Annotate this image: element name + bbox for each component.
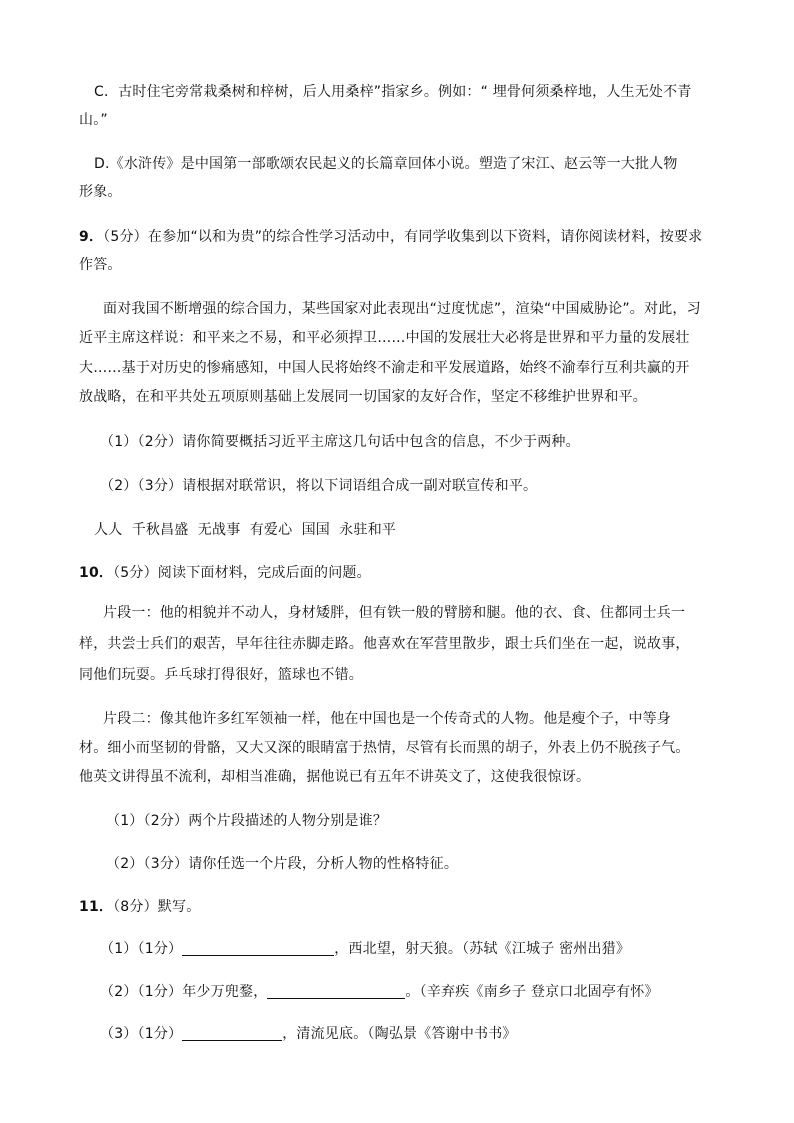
question-10-fragment2-line3: 他英文讲得虽不流利，却相当准确，据他说已有五年不讲英文了，这使我很惊讶。: [79, 769, 591, 785]
question-9-sub1: （1）（2分）请你简要概括习近平主席这几句话中包含的信息，不少于两种。: [100, 434, 580, 450]
answer-blank-1[interactable]: [182, 941, 334, 956]
answer-blank-3[interactable]: [182, 1026, 282, 1041]
item2-prefix: （2）（1分）年少万兜鍪，: [100, 984, 268, 1000]
question-10-sub2: （2）（3分）请你任选一个片段，分析人物的性格特征。: [106, 856, 459, 872]
question-9-stem: [79, 227, 702, 247]
question-11-item2: [100, 982, 659, 1002]
option-c-line1: C．古时住宅旁常栽桑树和梓树，后人用桑梓”指家乡。例如：“ 埋骨何须桑梓地，人生无处不青: [94, 84, 692, 100]
question-10-fragment2-line1: 片段二：像其他许多红军领袖一样，他在中国也是一个传奇式的人物。他是瘦个子，中等身: [103, 711, 671, 727]
item3-suffix: ，清流见底。（陶弘景《答谢中书书》: [282, 1026, 517, 1042]
question-10-fragment1-line2: 样，共尝士兵们的艰苦，早年往往赤脚走路。他喜欢在军营里散步，跟士兵们坐在一起，说故事，: [79, 636, 690, 652]
answer-blank-2[interactable]: [267, 984, 405, 999]
question-10-fragment1-line1: 片段一：他的相貌并不动人，身材矮胖，但有铁一般的臂膀和腿。他的衣、食、住都同士兵一: [103, 605, 686, 621]
question-9-stem-line2: 作答。: [79, 257, 122, 273]
option-d-line2: 形象。: [79, 184, 122, 200]
question-9-material-line2: 近平主席这样说：和平来之不易，和平必须捍卫……中国的发展壮大必将是世界和平力量的发展壮: [79, 330, 690, 346]
question-11-text: （8分）默写。: [113, 899, 201, 915]
item1-prefix: （1）（1分）: [100, 941, 183, 957]
item3-prefix: （3）（1分）: [100, 1026, 183, 1042]
item2-suffix: 。（辛弃疾《南乡子 登京口北固亭有怀》: [405, 984, 659, 1000]
question-9-material-line3: 大……基于对历史的惨痛感知，中国人民将始终不渝走和平发展道路，始终不渝奉行互利共赢的开: [79, 360, 690, 376]
question-11-number: 11．: [79, 899, 114, 915]
question-11-stem: [79, 897, 200, 917]
option-c-line2: 山。”: [79, 112, 108, 128]
question-9-text: （5分）在参加“以和为贵”的综合性学习活动中，有同学收集到以下资料，请你阅读材料，按要求: [103, 229, 703, 245]
question-10-fragment1-line3: 同他们玩耍。乒乓球打得很好，篮球也不错。: [79, 667, 363, 683]
question-9-sub2: （2）（3分）请根据对联常识，将以下词语组合成一副对联宣传和平。: [100, 478, 538, 494]
question-10-sub1: （1）（2分）两个片段描述的人物分别是谁？: [106, 813, 388, 829]
question-10-stem: [79, 563, 371, 583]
question-10-text: （5分）阅读下面材料，完成后面的问题。: [113, 565, 371, 581]
question-11-item3: [100, 1024, 517, 1044]
question-9-number: 9．: [79, 229, 104, 245]
question-10-fragment2-line2: 材。细小而坚韧的骨骼，又大又深的眼睛富于热情，尽管有长而黑的胡子，外表上仍不脱孩子气。: [79, 740, 690, 756]
question-9-material-line4: 放战略，在和平共处五项原则基础上发展同一切国家的友好合作，坚定不移维护世界和平。: [79, 389, 647, 405]
question-11-item1: [100, 939, 630, 959]
question-10-number: 10．: [79, 565, 114, 581]
question-9-word-list: 人人 千秋昌盛 无战事 有爱心 国国 永驻和平: [94, 522, 397, 538]
question-9-material-line1: 面对我国不断增强的综合国力，某些国家对此表现出“过度忧虑”，渲染“中国威胁论”。对此，习: [103, 301, 701, 317]
item1-suffix: ，西北望，射天狼。（苏轼《江城子 密州出猎》: [334, 941, 631, 957]
option-d-line1: D.《水浒传》是中国第一部歌颂农民起义的长篇章回体小说。塑造了宋江、赵云等一大批人物: [94, 156, 678, 172]
